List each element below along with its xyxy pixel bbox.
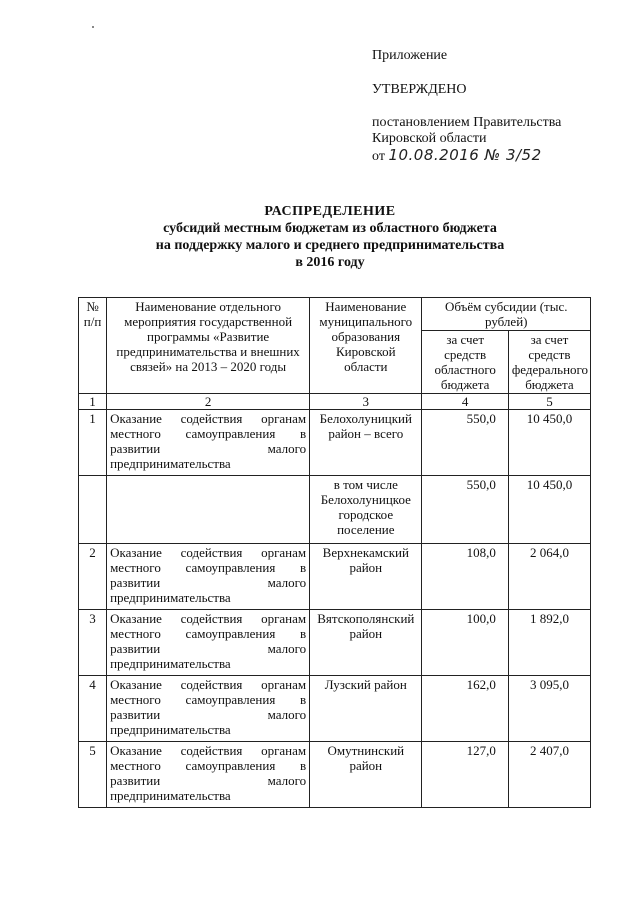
title-line-3: на поддержку малого и среднего предпринимательства [155,238,505,253]
row-municipality: Белохолуницкий район – всего [310,410,422,476]
table-row [79,410,591,476]
distribution-table [78,297,591,808]
row-name: Оказание содействия органам местного самоуправления в развитии малого предпринимательства [107,410,310,476]
row-num: 2 [79,544,107,610]
row-regional: 162,0 [422,676,508,742]
header-num: № п/п [79,298,107,394]
table-row [79,476,591,544]
row-municipality: Верхнекамский район [310,544,422,610]
row-regional: 550,0 [422,410,508,476]
table-row [79,676,591,742]
row-name [107,476,310,544]
header-regional: за счет средств областного бюджета [422,331,508,394]
row-regional: 100,0 [422,610,508,676]
title-line-4: в 2016 году [295,255,365,270]
row-municipality: в том числе Белохолуницкое городское поселение [310,476,422,544]
column-number: 1 [79,394,107,410]
row-federal: 2 407,0 [508,742,590,808]
column-number: 3 [310,394,422,410]
title-main: РАСПРЕДЕЛЕНИЕ [264,204,396,219]
table-row [79,610,591,676]
row-regional: 108,0 [422,544,508,610]
row-name: Оказание содействия органам местного самоуправления в развитии малого предпринимательства [107,610,310,676]
title-line-2: субсидий местным бюджетам из областного бюджета [163,221,497,236]
header-municipality: Наименование муниципального образования Кировской области [310,298,422,394]
row-num: 3 [79,610,107,676]
row-federal: 2 064,0 [508,544,590,610]
row-municipality: Вятскополянский район [310,610,422,676]
column-number: 2 [107,394,310,410]
row-regional: 550,0 [422,476,508,544]
approved-label: УТВЕРЖДЕНО [372,82,467,97]
row-num: 4 [79,676,107,742]
table-header-row [79,298,591,331]
table-row [79,742,591,808]
decree-date [372,147,612,165]
row-name: Оказание содействия органам местного самоуправления в развитии малого предпринимательства [107,544,310,610]
row-municipality: Омутнинский район [310,742,422,808]
decree-line-2: Кировской области [372,131,487,146]
row-federal: 10 450,0 [508,476,590,544]
column-number-row [79,394,591,410]
row-federal: 3 095,0 [508,676,590,742]
approval-block [372,48,612,165]
row-federal: 10 450,0 [508,410,590,476]
row-municipality: Лузский район [310,676,422,742]
handwritten-date: 10.08.2016 № 3/52 [388,146,542,164]
document-title [90,203,570,271]
column-number: 4 [422,394,508,410]
row-num [79,476,107,544]
header-federal: за счет средств федерального бюджета [508,331,590,394]
scan-speck [92,26,94,28]
row-name: Оказание содействия органам местного самоуправления в развитии малого предпринимательства [107,742,310,808]
header-name: Наименование отдельного мероприятия государственной программы «Развитие предпринимательства и внешних связей» на 2013 – 2020 годы [107,298,310,394]
row-name: Оказание содействия органам местного самоуправления в развитии малого предпринимательства [107,676,310,742]
appendix-label: Приложение [372,48,448,63]
table-row [79,544,591,610]
row-num: 1 [79,410,107,476]
column-number: 5 [508,394,590,410]
row-federal: 1 892,0 [508,610,590,676]
header-volume: Объём субсидии (тыс. рублей) [422,298,591,331]
row-regional: 127,0 [422,742,508,808]
decree-line-1: постановлением Правительства [372,115,562,130]
row-num: 5 [79,742,107,808]
date-prefix: от [372,149,385,164]
